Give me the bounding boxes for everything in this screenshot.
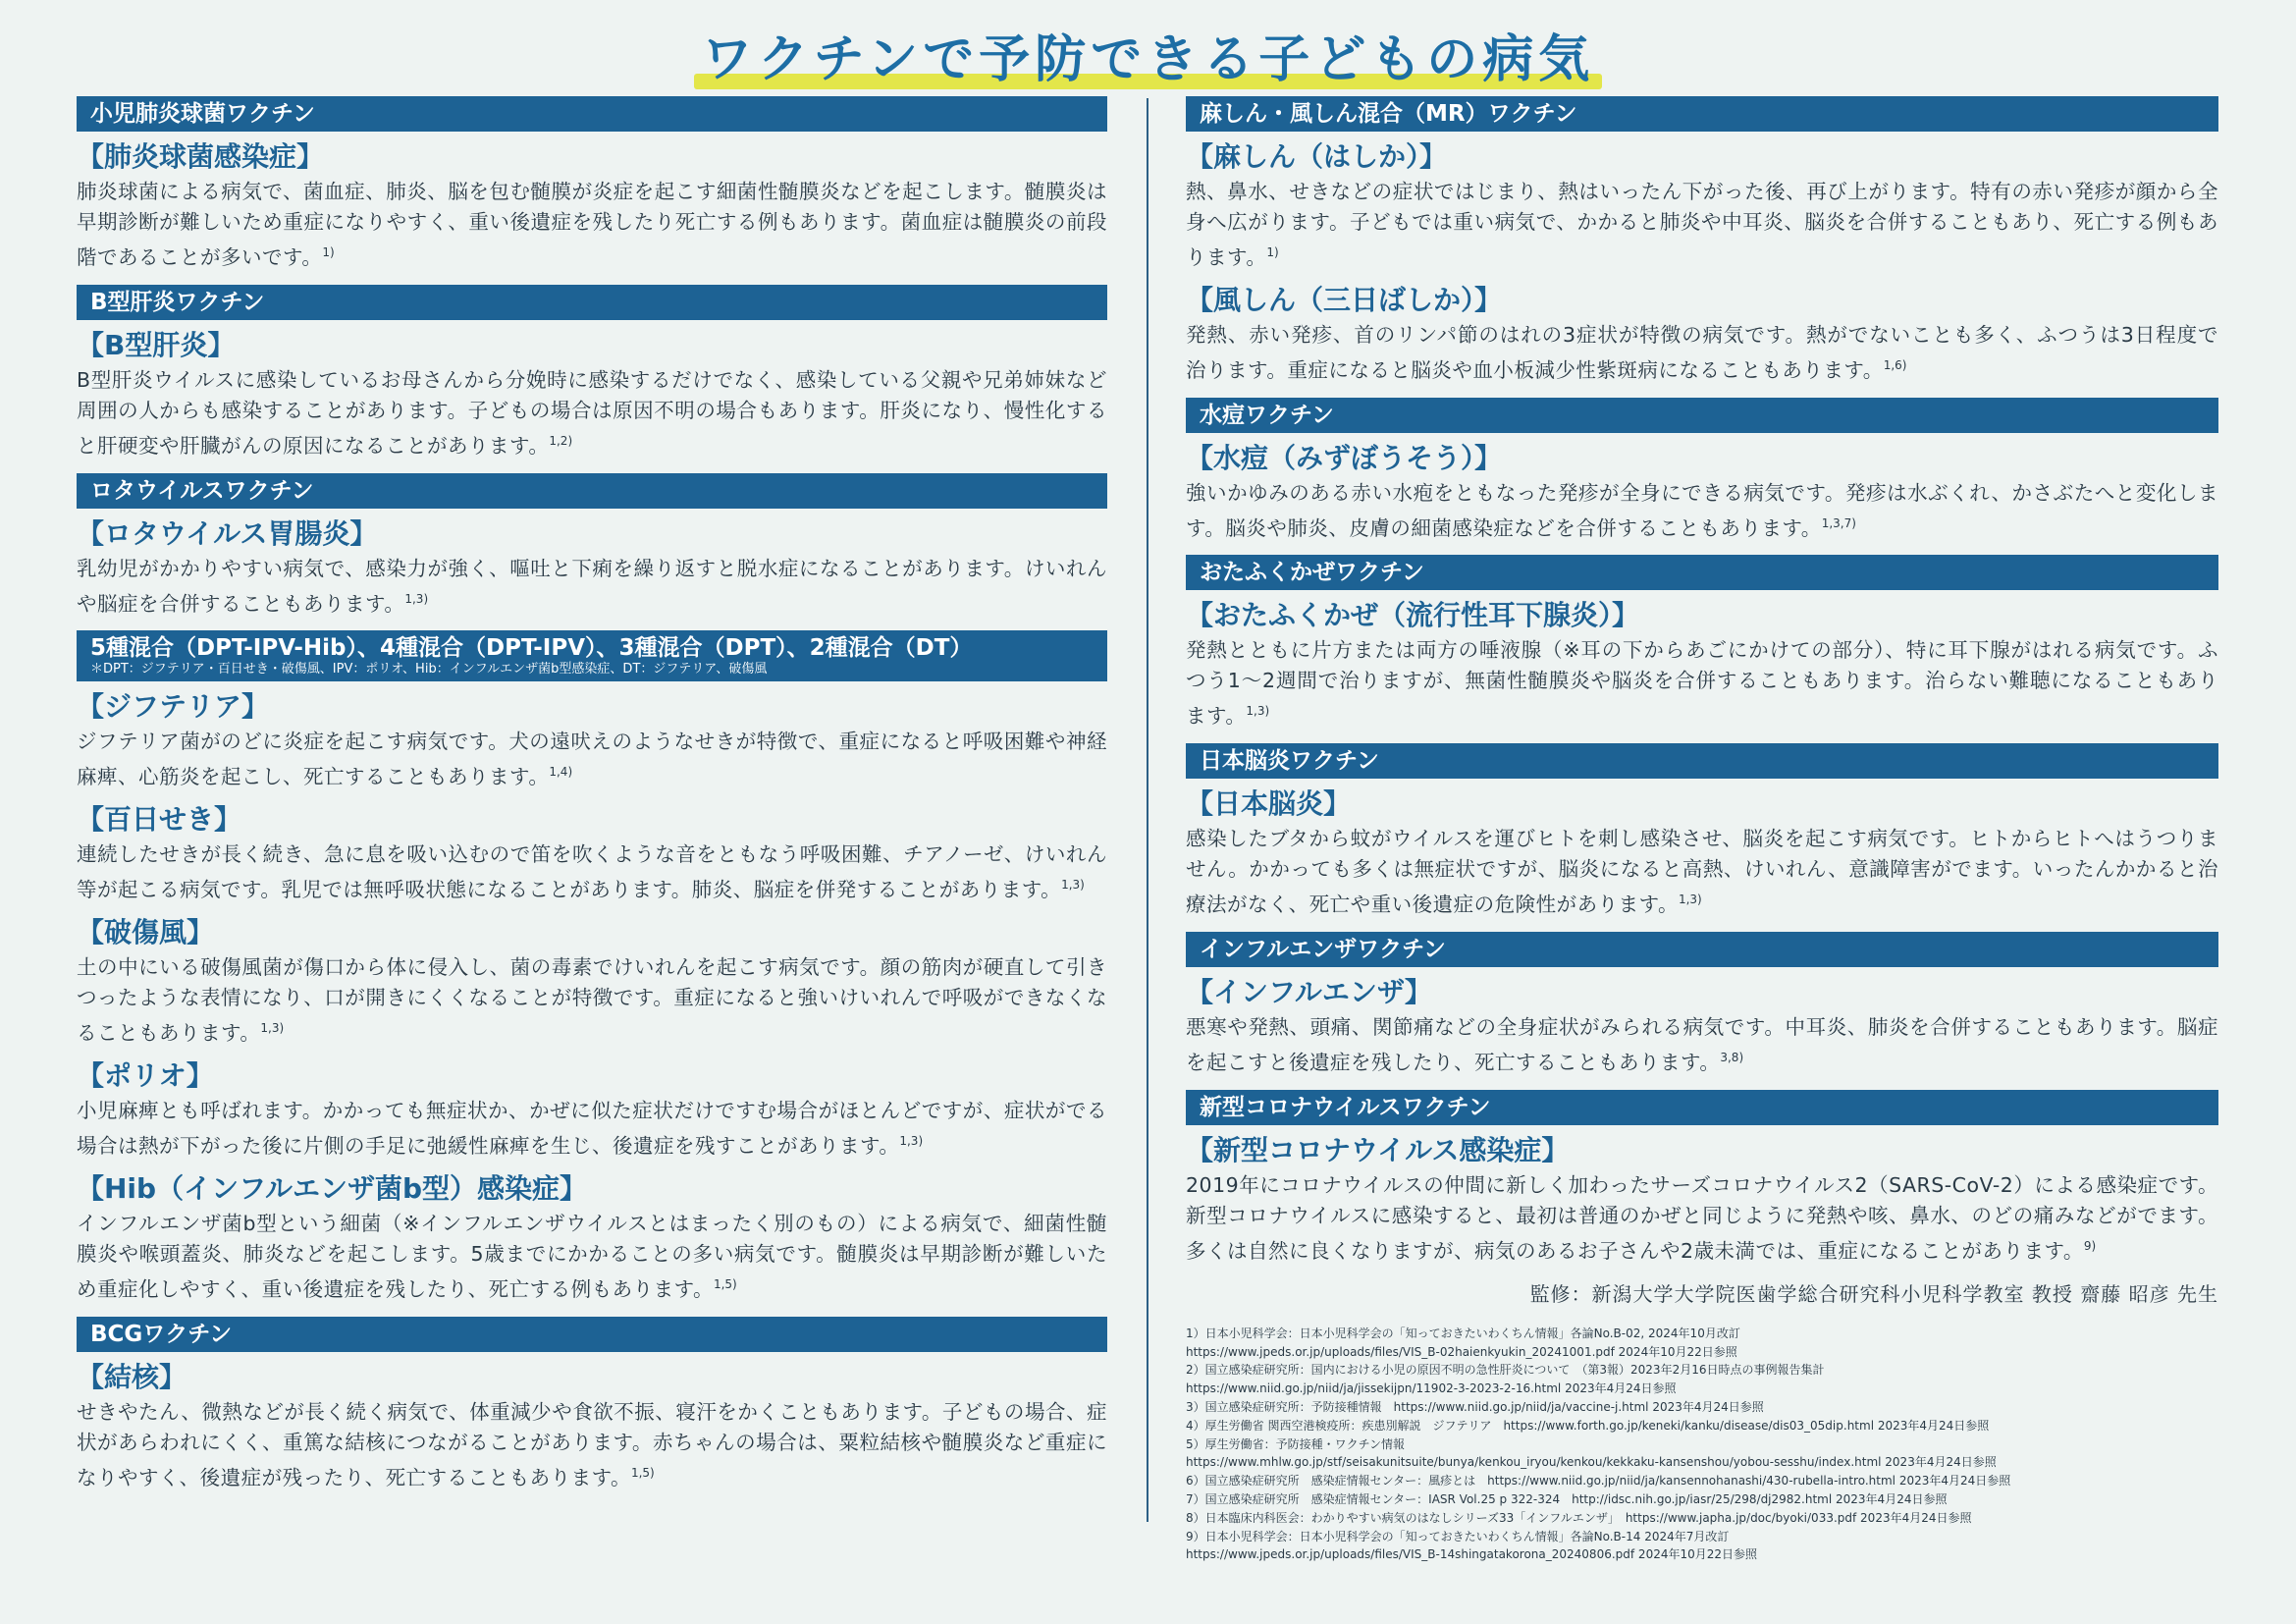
disease-heading: 【結核】 xyxy=(77,1360,187,1393)
description-text: 肺炎球菌による病気で、菌血症、肺炎、脳を包む髄膜が炎症を起こす細菌性髄膜炎などを起こします。髄膜炎は早期診断が難しいため重症になりやすく、重い後遺症を残したり死亡する例もあります。菌血症は髄膜炎の前段階であることが多いです。 xyxy=(77,180,1107,269)
disease-description xyxy=(1186,824,2218,920)
section-bar xyxy=(77,630,1107,681)
reference-line: https://www.jpeds.or.jp/uploads/files/VIS_B-14shingatakorona_20240806.pdf 2024年10月22日参照 xyxy=(1186,1547,1758,1562)
right-column xyxy=(1186,96,2218,1564)
reference-mark: 1,2) xyxy=(549,433,573,448)
description-text: 連続したせきが長く続き、急に息を吸い込むので笛を吹くような音をともなう呼吸困難、チアノーゼ、けいれん等が起こる病気です。乳児では無呼吸状態になることがあります。肺炎、脳症を併発することがあります。 xyxy=(77,842,1107,902)
disease-description xyxy=(77,1397,1107,1493)
reference-line: 6）国立感染症研究所 感染症情報センター：風疹とは https://www.niid.go.jp/niid/ja/kansennohanashi/430-rubella-intro.html 2023年4月24日参照 xyxy=(1186,1474,2011,1489)
disease-heading: 【Hib（インフルエンザ菌b型）感染症】 xyxy=(77,1171,587,1205)
reference-mark: 1) xyxy=(322,245,335,259)
section-bar xyxy=(1186,743,2218,779)
disease-description xyxy=(1186,635,2218,731)
disease-heading: 【おたふくかぜ（流行性耳下腺炎）】 xyxy=(1186,599,1640,632)
reference-line: https://www.jpeds.or.jp/uploads/files/VIS_B-02haienkyukin_20241001.pdf 2024年10月22日参照 xyxy=(1186,1344,1737,1359)
disease-description xyxy=(1186,478,2218,544)
disease-description xyxy=(77,554,1107,620)
disease-description xyxy=(1186,1170,2218,1267)
description-text: 小児麻痺とも呼ばれます。かかっても無症状か、かぜに似た症状だけですむ場合がほとんどですが、症状がでる場合は熱が下がった後に片側の手足に弛緩性麻痺を生じ、後遺症を残すことがあります。 xyxy=(77,1098,1107,1158)
description-text: せきやたん、微熱などが長く続く病気で、体重減少や食欲不振、寝汗をかくこともあります。子どもの場合、症状があらわれにくく、重篤な結核につながることがあります。赤ちゃんの場合は、粟粒結核や髄膜炎など重症になりやすく、後遺症が残ったり、死亡することもあります。 xyxy=(77,1399,1107,1489)
disease-description xyxy=(1186,320,2218,386)
references-list xyxy=(1186,1325,2218,1564)
vaccine-section xyxy=(1186,555,2218,731)
section-bar-title: B型肝炎ワクチン xyxy=(90,289,265,315)
section-bar-title: ロタウイルスワクチン xyxy=(90,477,314,504)
reference-mark: 1,4) xyxy=(549,765,573,780)
description-text: 乳幼児がかかりやすい病気で、感染力が強く、嘔吐と下痢を繰り返すと脱水症になることがあります。けいれんや脳症を合併することもあります。 xyxy=(77,556,1107,616)
disease-heading: 【風しん（三日ばしか）】 xyxy=(1186,283,1503,316)
section-bar-title: 麻しん・風しん混合（MR）ワクチン xyxy=(1200,101,1577,127)
description-text: B型肝炎ウイルスに感染しているお母さんから分娩時に感染するだけでなく、感染している父親や兄弟姉妹など周囲の人からも感染することがあります。子どもの場合は原因不明の場合もあります。肝炎になり、慢性化すると肝硬変や肝臓がんの原因になることがあります。 xyxy=(77,367,1107,458)
left-column xyxy=(77,96,1107,1504)
description-text: 発熱、赤い発疹、首のリンパ節のはれの3症状が特徴の病気です。熱がでないことも多く、ふつうは3日程度で治ります。重症になると脳炎や血小板減少性紫斑病になることもあります。 xyxy=(1186,322,2218,382)
disease-heading: 【破傷風】 xyxy=(77,916,215,949)
disease-description xyxy=(77,727,1107,792)
reference-line: 5）厚生労働省：予防接種・ワクチン情報 xyxy=(1186,1436,1406,1451)
disease-heading: 【インフルエンザ】 xyxy=(1186,976,1432,1009)
reference-mark: 1,3) xyxy=(1246,704,1270,719)
section-bar-title: インフルエンザワクチン xyxy=(1200,937,1446,963)
disease-heading: 【肺炎球菌感染症】 xyxy=(77,140,325,173)
reference-mark: 1,6) xyxy=(1883,357,1907,372)
vaccine-section xyxy=(77,1317,1107,1493)
section-bar xyxy=(1186,1090,2218,1125)
reference-mark: 1,3) xyxy=(260,1021,285,1036)
right-sections xyxy=(1186,96,2218,1267)
reference-line: 8）日本臨床内科医会：わかりやすい病気のはなしシリーズ33「インフルエンザ」 https://www.japha.jp/doc/byoki/033.pdf 2023年4月24日参照 xyxy=(1186,1510,1972,1525)
reference-mark: 1,3) xyxy=(899,1133,924,1148)
description-text: ジフテリア菌がのどに炎症を起こす病気です。犬の遠吠えのようなせきが特徴で、重症になると呼吸困難や神経麻痺、心筋炎を起こし、死亡することもあります。 xyxy=(77,730,1107,789)
vaccine-section xyxy=(1186,932,2218,1078)
section-bar-title: 水痘ワクチン xyxy=(1200,402,1334,428)
reference-mark: 1,3) xyxy=(1678,893,1702,907)
page-title: ワクチンで予防できる子どもの病気 xyxy=(694,18,1602,91)
reference-line: 4）厚生労働省 関西空港検疫所：疾患別解説 ジフテリア https://www.forth.go.jp/keneki/kanku/disease/dis03_05dip.html 2023年4月24日参照 xyxy=(1186,1418,1990,1433)
section-bar xyxy=(1186,932,2218,967)
vaccine-section xyxy=(77,96,1107,273)
section-bar-title: おたふくかぜワクチン xyxy=(1200,560,1424,586)
disease-description xyxy=(77,177,1107,273)
reference-line: 7）国立感染症研究所 感染症情報センター：IASR Vol.25 p 322-324 http://idsc.nih.go.jp/iasr/25/298/dj2982.html 2023年4月24日参照 xyxy=(1186,1491,1948,1506)
disease-heading: 【新型コロナウイルス感染症】 xyxy=(1186,1133,1570,1166)
vaccine-section xyxy=(1186,1090,2218,1267)
reference-line: 9）日本小児科学会：日本小児科学会の「知っておきたいわくちん情報」各論No.B-14 2024年7月改訂 xyxy=(1186,1529,1730,1543)
reference-mark: 1,3) xyxy=(404,591,429,606)
reference-mark: 1,5) xyxy=(630,1465,655,1480)
reference-line: 3）国立感染症研究所：予防接種情報 https://www.niid.go.jp/niid/ja/vaccine-j.html 2023年4月24日参照 xyxy=(1186,1399,1764,1414)
disease-description xyxy=(77,952,1107,1049)
disease-description xyxy=(77,1209,1107,1305)
description-text: 強いかゆみのある赤い水疱をともなった発疹が全身にできる病気です。発疹は水ぶくれ、かさぶたへと変化します。脳炎や肺炎、皮膚の細菌感染症などを合併することもあります。 xyxy=(1186,480,2218,540)
vaccine-section xyxy=(77,473,1107,620)
disease-heading: 【ロタウイルス胃腸炎】 xyxy=(77,516,378,550)
reference-line: https://www.niid.go.jp/niid/ja/jissekijpn/11902-3-2023-2-16.html 2023年4月24日参照 xyxy=(1186,1381,1677,1396)
description-text: 悪寒や発熱、頭痛、関節痛などの全身症状がみられる病気です。中耳炎、肺炎を合併することもあります。脳症を起こすと後遺症を残したり、死亡することもあります。 xyxy=(1186,1015,2218,1074)
section-bar xyxy=(77,285,1107,320)
reference-mark: 1,3) xyxy=(1061,878,1085,893)
vaccine-section xyxy=(77,630,1107,1304)
description-text: 2019年にコロナウイルスの仲間に新しく加わったサーズコロナウイルス2（SARS-CoV-2）による感染症です。新型コロナウイルスに感染すると、最初は普通のかぜと同じように発熱や咳、鼻水、のどの痛みなどがでます。多くは自然に良くなりますが、病気のあるお子さんや2歳未満では、重症になることがあります。 xyxy=(1186,1172,2218,1263)
section-bar xyxy=(1186,96,2218,132)
description-text: インフルエンザ菌b型という細菌（※インフルエンザウイルスとはまったく別のもの）による病気で、細菌性髄膜炎や喉頭蓋炎、肺炎などを起こします。5歳までにかかることの多い病気です。髄膜炎は早期診断が難しいため重症化しやすく、重い後遺症を残したり、死亡する例もあります。 xyxy=(77,1211,1107,1301)
vaccine-section xyxy=(1186,96,2218,386)
reference-mark: 1,5) xyxy=(713,1276,737,1291)
section-bar xyxy=(77,96,1107,132)
vaccine-section xyxy=(1186,743,2218,920)
section-bar xyxy=(77,1317,1107,1352)
section-bar xyxy=(1186,555,2218,590)
section-bar-title: 新型コロナウイルスワクチン xyxy=(1200,1094,1491,1120)
description-text: 感染したブタから蚊がウイルスを運びヒトを刺し感染させ、脳炎を起こす病気です。ヒトからヒトへはうつりません。かかっても多くは無症状ですが、脳炎になると高熱、けいれん、意識障害がでます。いったんかかると治療法がなく、死亡や重い後遺症の危険性があります。 xyxy=(1186,827,2218,917)
disease-heading: 【水痘（みずぼうそう）】 xyxy=(1186,441,1503,474)
section-bar-note: ＊DPT：ジフテリア・百日せき・破傷風、IPV：ポリオ、Hib：インフルエンザ菌b型感染症、DT：ジフテリア、破傷風 xyxy=(90,662,768,677)
disease-heading: 【ジフテリア】 xyxy=(77,690,270,724)
section-bar-title: BCGワクチン xyxy=(90,1321,233,1347)
disease-heading: 【麻しん（はしか）】 xyxy=(1186,140,1448,173)
disease-heading: 【日本脳炎】 xyxy=(1186,787,1352,821)
disease-description xyxy=(77,1096,1107,1162)
reference-line: 2）国立感染症研究所：国内における小児の原因不明の急性肝炎について （第3報）2023年2月16日時点の事例報告集計 xyxy=(1186,1363,1825,1378)
section-bar-title: 5種混合（DPT-IPV-Hib）、4種混合（DPT-IPV）、3種混合（DPT）、2種混合（DT） xyxy=(90,635,973,662)
section-bar xyxy=(77,473,1107,509)
vaccine-section xyxy=(77,285,1107,461)
section-bar xyxy=(1186,398,2218,433)
reference-line: 1）日本小児科学会：日本小児科学会の「知っておきたいわくちん情報」各論No.B-02, 2024年10月改訂 xyxy=(1186,1326,1740,1340)
description-text: 熱、鼻水、せきなどの症状ではじまり、熱はいったん下がった後、再び上がります。特有の赤い発疹が顔から全身へ広がります。子どもでは重い病気で、かかると肺炎や中耳炎、脳炎を合併することもあり、死亡する例もあります。 xyxy=(1186,180,2218,269)
vaccine-section xyxy=(1186,398,2218,544)
disease-description xyxy=(1186,177,2218,273)
disease-description xyxy=(1186,1012,2218,1078)
disease-description xyxy=(77,839,1107,905)
description-text: 土の中にいる破傷風菌が傷口から体に侵入し、菌の毒素でけいれんを起こす病気です。顔の筋肉が硬直して引きつったような表情になり、口が開きにくくなることが特徴です。重症になると強いけいれんで呼吸ができなくなることもあります。 xyxy=(77,955,1107,1045)
section-bar-title: 日本脳炎ワクチン xyxy=(1200,748,1379,775)
reference-mark: 1,3,7) xyxy=(1821,515,1856,530)
disease-description xyxy=(77,365,1107,461)
section-bar-title: 小児肺炎球菌ワクチン xyxy=(90,101,315,127)
disease-heading: 【百日せき】 xyxy=(77,803,242,837)
reference-mark: 1) xyxy=(1266,245,1279,259)
disease-heading: 【ポリオ】 xyxy=(77,1058,214,1092)
description-text: 発熱とともに片方または両方の唾液腺（※耳の下からあごにかけての部分）、特に耳下腺がはれる病気です。ふつう1〜2週間で治りますが、無菌性髄膜炎や脳炎を合併することもあります。治らない難聴になることもあります。 xyxy=(1186,638,2218,729)
disease-heading: 【B型肝炎】 xyxy=(77,328,236,361)
reference-mark: 9) xyxy=(2083,1238,2097,1253)
reference-line: https://www.mhlw.go.jp/stf/seisakunitsuite/bunya/kenkou_iryou/kenkou/kekkaku-kansenshou/yobou-sesshu/index.html 2023年4月24日参照 xyxy=(1186,1455,1997,1470)
supervisor-credit: 監修：新潟大学大学院医歯学総合研究科小児科学教室 教授 齋藤 昭彦 先生 xyxy=(1529,1281,2218,1306)
column-divider xyxy=(1147,98,1148,1522)
reference-mark: 3,8) xyxy=(1720,1051,1744,1065)
